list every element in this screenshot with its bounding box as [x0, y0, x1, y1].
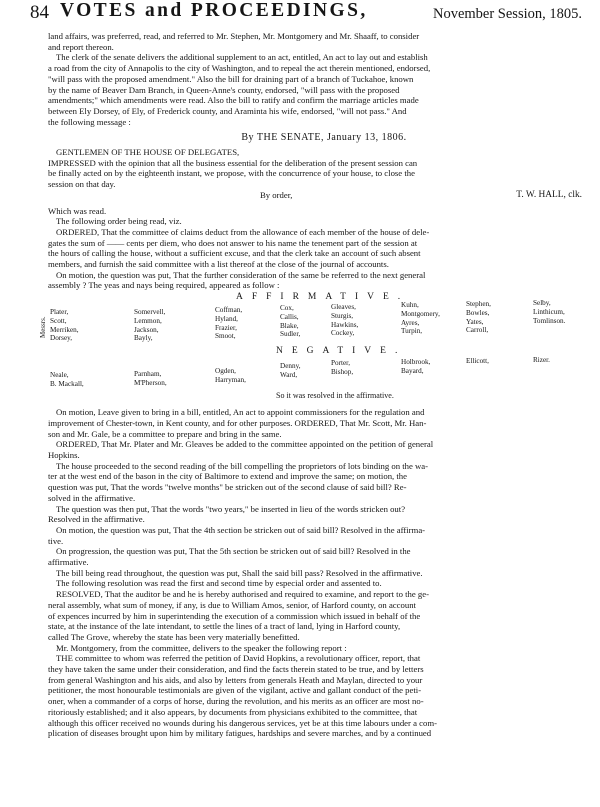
member-name: M'Pherson, [134, 378, 167, 387]
member-name: Harryman, [215, 375, 246, 384]
member-name: Plater, [50, 308, 69, 317]
text-line: plication of diseases brought upon him by military fatigues, hardships and severe marches, and by a continued [48, 728, 432, 739]
negative-column [533, 356, 550, 365]
member-name: Gleaves, [331, 303, 356, 312]
member-name: Denny, [280, 362, 301, 371]
text-line: On progression, the question was put, That the 5th section be stricken out of said bill? Resolved in the [56, 546, 411, 557]
member-name: Linthicum, [533, 307, 565, 316]
text-line: The house proceeded to the second reading of the bill compelling the proprietors of lots binding on the wa- [56, 460, 429, 471]
text-line: solved in the affirmative. [48, 492, 136, 503]
text-line: tive. [48, 535, 64, 546]
text-line: and report thereon. [48, 41, 114, 52]
member-name: Carroll, [466, 326, 489, 335]
member-name: Hawkins, [331, 320, 359, 329]
text-line: THE committee to whom was referred the petition of David Hopkins, a revolutionary officer, report, that [56, 653, 421, 664]
message-line: IMPRESSED with the opinion that all the business essential for the deliberation of the present session can [48, 157, 418, 168]
text-line: by the name of Beaver Dam Branch, in Queen-Anne's county, endorsed, "will pass with the proposed [48, 84, 400, 95]
text-line: the hours of calling the house, without a sufficient excuse, and that the clerk take an account of such absent [48, 248, 421, 259]
text-line: question was put, That the words "twelve months" be stricken out of the second clause of said bill? Re- [48, 482, 407, 493]
member-name: Bowles, [466, 308, 490, 317]
member-name: Cockey, [331, 329, 355, 338]
member-name: Montgomery, [401, 309, 440, 318]
member-name: Hyland, [215, 314, 238, 323]
member-name: Rizer. [533, 356, 550, 365]
message-salutation: GENTLEMEN OF THE HOUSE OF DELEGATES, [56, 147, 240, 158]
affirmative-column [50, 308, 79, 343]
vote-table [39, 292, 600, 406]
member-name: Lemmon, [134, 316, 162, 325]
text-line: Mr. Montgomery, from the committee, delivers to the speaker the following report : [56, 642, 347, 653]
member-name: Bayly, [134, 334, 153, 343]
text-line: The bill being read throughout, the question was put, Shall the said bill pass? Resolved in the affirmative. [56, 567, 423, 578]
text-line: called The Grove, whereby the state has been very materially benefitted. [48, 631, 300, 642]
affirmative-column [533, 299, 565, 325]
text-line: amendments;" which amendments were read. Also the bill to ratify and confirm the marriage articles made [48, 95, 419, 106]
affirmative-label: AFFIRMATIVE. [236, 292, 410, 303]
text-line: members, and furnish the said committee with a list thereof at the close of the journal of accounts. [48, 259, 389, 270]
affirmative-column [134, 308, 165, 343]
text-line: they have taken the same under their consideration, and find the facts therein stated to be true, and by letters [48, 664, 424, 675]
member-name: Ellicott, [466, 357, 489, 366]
text-line: oner, when a commander of a corps of horse, during the revolution, and his merits as an officer are most no- [48, 696, 424, 707]
text-line: petitioner, the most honourable testimonials are given of the vigilant, active and gallant conduct of the peti- [48, 685, 422, 696]
member-name: B. Mackall, [50, 379, 84, 388]
text-line: Resolved in the affirmative. [48, 514, 145, 525]
negative-column [50, 371, 84, 388]
signature-line [48, 190, 600, 201]
member-name: Smoot, [215, 332, 236, 341]
negative-column [401, 358, 430, 375]
member-name: Sturgis, [331, 311, 354, 320]
text-line: ter at the west end of the bason in the city of Baltimore to extend and improve the same; on motion, the [48, 471, 407, 482]
member-name: Cox, [280, 304, 294, 313]
member-name: Ayres, [401, 318, 420, 327]
member-name: Parnham, [134, 370, 162, 379]
text-line: assembly ? The yeas and nays being required, appeared as follow : [48, 280, 280, 291]
text-line: of expences incurred by him in superintending the execution of a commission which issued in behalf of the [48, 610, 421, 621]
text-line: between Ely Dorsey, of Ely, of Frederick county, and Araminta his wife, endorsed, "will not pass." And [48, 105, 407, 116]
member-name: Holbrook, [401, 358, 431, 367]
member-name: Frazier, [215, 323, 237, 332]
text-line: although this officer received no wounds during his dangerous services, yet be at this time labours under a com- [48, 717, 437, 728]
text-line: ritoriously established; and it also appears, by documents from physicians exhibited to the committee, that [48, 706, 418, 717]
clerk-signature: T. W. HALL, clk. [516, 189, 582, 200]
text-line: improvement of Chester-town, in Kent county, and for other purposes. ORDERED, That Mr. Scott, Mr. Han- [48, 417, 427, 428]
text-line: RESOLVED, That the auditor be and he is hereby authorised and required to examine, and report to the ge- [56, 589, 429, 600]
text-line: The clerk of the senate delivers the additional supplement to an act, entitled, An act to lay out and establish [56, 52, 428, 63]
affirmative-column [466, 300, 491, 335]
affirmative-column [280, 304, 300, 339]
text-line: The question was then put, That the words "two years," be inserted in lieu of the words stricken out? [56, 503, 406, 514]
member-name: Neale, [50, 371, 69, 380]
page-body [39, 31, 600, 739]
member-name: Scott, [50, 316, 67, 325]
affirmative-column [401, 301, 440, 336]
member-name: Coffman, [215, 306, 243, 315]
affirmative-column [215, 306, 242, 341]
text-line: gates the sum of —— cents per diem, who does not answer to his name the tenement part of the session at [48, 237, 418, 248]
page-number: 84 [30, 2, 49, 23]
member-name: Merriken, [50, 325, 79, 334]
message-line: be finally acted on by the eighteenth instant, we propose, with the concurrence of your house, to close the [48, 168, 415, 179]
member-name: Tomlinson. [533, 316, 566, 325]
text-line: On motion, Leave given to bring in a bill, entitled, An act to appoint commissioners for the regulation and [56, 407, 425, 418]
member-name: Yates, [466, 317, 484, 326]
member-name: Bayard, [401, 366, 424, 375]
negative-column [331, 359, 353, 376]
text-line: affirmative. [48, 557, 89, 568]
text-line: ORDERED, That the committee of claims deduct from the allowance of each member of the house of dele- [56, 226, 430, 237]
member-name: Ward, [280, 370, 298, 379]
text-line: "will pass with the proposed amendment." Also the bill for draining part of a branch of Tuckahoe, known [48, 73, 414, 84]
text-line: On motion, the question was put, That the further consideration of the same be referred to the next general [56, 269, 426, 280]
page-header [30, 0, 588, 30]
negative-column [466, 357, 489, 366]
member-name: Turpin, [401, 327, 423, 336]
affirmative-column [331, 303, 358, 338]
member-name: Stephen, [466, 300, 491, 309]
running-title: VOTES and PROCEEDINGS, [60, 0, 368, 21]
negative-column [280, 362, 301, 379]
member-name: Callis, [280, 312, 299, 321]
text-line: from general Washington and his aids, and also by letters from generals Heath and Maylan, directed to your [48, 674, 423, 685]
text-line: land affairs, was preferred, read, and referred to Mr. Stephen, Mr. Montgomery and Mr. Shaaff, to consider [48, 31, 420, 41]
negative-column [134, 370, 167, 387]
member-name: Blake, [280, 321, 299, 330]
text-line: state, at the instance of the late intendant, to settle the lines of a tract of land, lying in Harford county, [48, 621, 401, 632]
text-line: Which was read. [48, 205, 107, 216]
member-name: Jackson, [134, 325, 159, 334]
member-name: Bishop, [331, 367, 354, 376]
member-name: Sudler, [280, 330, 301, 339]
messrs-label: Messrs. [39, 316, 47, 339]
text-line: neral assembly, what sum of money, if any, is due to William Amos, senior, of Harford county, on account [48, 599, 416, 610]
by-order: By order, [260, 189, 293, 200]
text-line: The following order being read, viz. [56, 216, 182, 227]
text-line: On motion, the question was put, That the 4th section be stricken out of said bill? Resolved in the affirma- [56, 524, 426, 535]
member-name: Selby, [533, 299, 551, 308]
negative-column [215, 367, 246, 384]
member-name: Porter, [331, 359, 351, 368]
member-name: Somervell, [134, 308, 166, 317]
member-name: Dorsey, [50, 334, 73, 343]
text-line: The following resolution was read the first and second time by especial order and assented to. [56, 578, 382, 589]
message-line: session on that day. [48, 179, 116, 190]
senate-heading: By THE SENATE, January 13, 1806. [241, 133, 407, 144]
session-title: November Session, 1805. [432, 6, 582, 22]
member-name: Kuhn, [401, 301, 419, 310]
text-line: son and Mr. Gale, be a committee to prepare and bring in the same. [48, 428, 282, 439]
text-line: ORDERED, That Mr. Plater and Mr. Gleaves be added to the committee appointed on the petition of general [56, 439, 434, 450]
text-line: the following message : [48, 116, 131, 127]
vote-result: So it was resolved in the affirmative. [276, 391, 394, 401]
member-name: Ogden, [215, 367, 236, 376]
negative-label: NEGATIVE. [276, 346, 407, 357]
text-line: a road from the city of Annapolis to the city of Washington, and to repeal the act therein mentioned, endorsed, [48, 63, 431, 74]
text-line: Hopkins. [48, 449, 80, 460]
